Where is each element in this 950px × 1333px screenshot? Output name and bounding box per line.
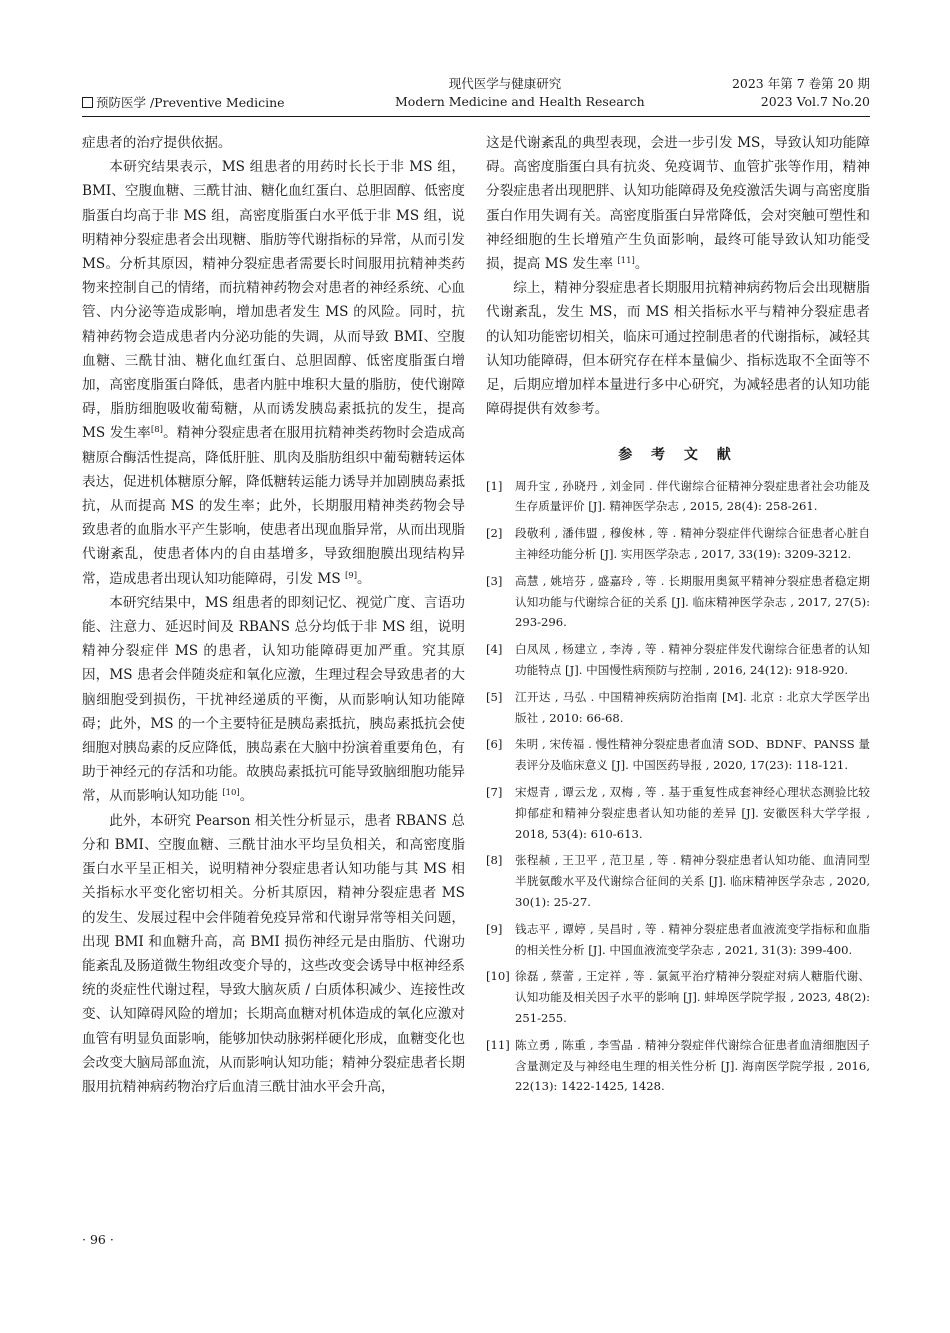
citation[interactable]: [9]	[344, 570, 358, 581]
journal-title-cn: 现代医学与健康研究	[448, 76, 562, 91]
citation[interactable]: [8]	[150, 425, 163, 436]
checkbox-square-icon	[82, 97, 93, 108]
reference-item: [6] 朱明 , 宋传福 . 慢性精神分裂症患者血清 SOD、BDNF、PANSS 量表评分及临床意义 [J]. 中国医药导报 , 2020, 17(23): 118-121.	[486, 737, 870, 773]
reference-item: [9] 钱志平 , 谭婷 , 吴昌时 , 等 . 精神分裂症患者血液流变学指标和血脂的相关性分析 [J]. 中国血液流变学杂志 , 2021, 31(3): 399-400.	[486, 921, 870, 957]
page-number: · 96 ·	[82, 1232, 114, 1247]
issue-en: 2023 Vol.7 No.20	[760, 94, 870, 109]
paragraph: 症患者的治疗提供依据。	[82, 135, 232, 151]
issue-info	[700, 76, 870, 110]
paragraph: 此外，本研究 Pearson 相关性分析显示，患者 RBANS 总分和 BMI、空腹血糖、三酰甘油水平均呈负相关，和高密度脂蛋白水平呈正相关，说明精神分裂症患者认知功能与其 MS 相关指标水平变化密切相关。分析其原因，精神分裂症患者 MS 的发生、发展过程中会伴随着免疫异常和代谢异常等相关问题，出现 BMI 和血糖升高，高 BMI 损伤神经元是由脂肪、代谢功能紊乱及肠道微生物组改变介导的，这些改变会诱导中枢神经系统的炎症性代谢过程，导致大脑灰质 / 白质体积减少、连接性改变、认知障碍风险的增加；长期高血糖对机体造成的氧化应激对血管有明显负面影响，能够加快动脉粥样硬化形成，血糖变化也会改变大脑局部血流，从而影响认知功能；精神分裂症患者长期服用抗精神病药物治疗后血清三酰甘油水平会升高，	[82, 812, 465, 1095]
paragraph: 这是代谢紊乱的典型表现，会进一步引发 MS，导致认知功能障碍。高密度脂蛋白具有抗炎、免疫调节、血管扩张等作用，精神分裂症患者出现肥胖、认知功能障碍及免疫激活失调与高密度脂蛋白作用失调有关。高密度脂蛋白异常降低，会对突触可塑性和神经细胞的生长增殖产生负面影响，最终可能导致认知功能受损，提高 MS 发生率 [11]。	[486, 135, 870, 273]
paragraph: 本研究结果中，MS 组患者的即刻记忆、视觉广度、言语功能、注意力、延迟时间及 RBANS 总分均低于非 MS 组，说明精神分裂症伴 MS 的患者，认知功能障碍更加严重。究其原因，MS 患者会伴随炎症和氧化应激，生理过程会导致患者的大脑细胞受到损伤，干扰神经递质的平衡，从而影响认知功能障碍；此外，MS 的一个主要特征是胰岛素抵抗，胰岛素抵抗会使细胞对胰岛素的反应降低，胰岛素在大脑中扮演着重要角色，有助于神经元的存活和功能。故胰岛素抵抗可能导致脑细胞功能异常，从而影响认知功能 [10]。	[82, 594, 465, 805]
reference-item: [11] 陈立勇 , 陈重 , 李雪晶 . 精神分裂症伴代谢综合征患者血清细胞因子含量测定及与神经电生理的相关性分析 [J]. 海南医学院学报 , 2016, 22(13): 1422-1425, 1428.	[486, 1037, 870, 1094]
citation[interactable]: [10]	[222, 788, 240, 799]
reference-item: [1] 周升宝 , 孙晓丹 , 刘金同 . 伴代谢综合征精神分裂症患者社会功能及生存质量评价 [J]. 精神医学杂志 , 2015, 28(4): 258-261.	[486, 478, 870, 514]
reference-item: [4] 白凤凤 , 杨建立 , 李涛 , 等 . 精神分裂症伴发代谢综合征患者的认知功能特点 [J]. 中国慢性病预防与控制 , 2016, 24(12): 918-920.	[486, 642, 870, 678]
reference-item: [2] 段敬利 , 潘伟盟 , 穆俊林 , 等 . 精神分裂症伴代谢综合征患者心脏自主神经功能分析 [J]. 实用医学杂志 , 2017, 33(19): 3209-3212.	[486, 526, 870, 562]
journal-title	[395, 76, 645, 110]
issue-cn: 2023 年第 7 卷第 20 期	[731, 76, 870, 91]
reference-item: [3] 高慧 , 姚培芬 , 盛嘉玲 , 等 . 长期服用奥氮平精神分裂症患者稳定期认知功能与代谢综合征的关系 [J]. 临床精神医学杂志 , 2017, 27(5): 293-296.	[486, 573, 870, 630]
reference-item: [5] 江开达 , 马弘 . 中国精神疾病防治指南 [M]. 北京 : 北京大学医学出版社 , 2010: 66-68.	[486, 689, 870, 725]
left-column	[82, 131, 465, 1099]
journal-title-en: Modern Medicine and Health Research	[395, 94, 645, 109]
reference-item: [8] 张程赪 , 王卫平 , 范卫星 , 等 . 精神分裂症患者认知功能、血清同型半胱氨酸水平及代谢综合征间的关系 [J]. 临床精神医学杂志 , 2020, 30(1): 25-27.	[486, 853, 870, 909]
citation[interactable]: [11]	[617, 256, 635, 267]
right-column	[486, 131, 870, 1103]
paragraph: 综上，精神分裂症患者长期服用抗精神病药物后会出现糖脂代谢紊乱，发生 MS，而 MS 相关指标水平与精神分裂症患者的认知功能密切相关，临床可通过控制患者的代谢指标，减轻其认知功能障碍，但本研究存在样本量偏少、指标选取不全面等不足，后期应增加样本量进行多中心研究，为减轻患者的认知功能障碍提供有效参考。	[486, 280, 870, 418]
paragraph: 本研究结果表示，MS 组患者的用药时长长于非 MS 组，BMI、空腹血糖、三酰甘油、糖化血红蛋白、总胆固醇、低密度脂蛋白均高于非 MS 组，高密度脂蛋白水平低于非 MS 组，说明精神分裂症患者会出现糖、脂肪等代谢指标的异常，从而引发 MS。分析其原因，精神分裂症患者需要长时间服用抗精神类药物来控制自己的情绪，而抗精神药物会对患者的神经系统、心血管、内分泌等造成影响，增加患者发生 MS 的风险。同时，抗精神药物会造成患者内分泌功能的失调，从而导致 BMI、空腹血糖、三酰甘油、糖化血红蛋白、总胆固醇、低密度脂蛋白增加，高密度脂蛋白降低，患者内脏中堆积大量的脂肪，使代谢障碍，脂肪细胞吸收葡萄糖，从而诱发胰岛素抵抗的发生，提高 MS 发生率[8]。精神分裂症患者在服用抗精神类药物时会造成高糖原合酶活性提高，降低肝脏、肌肉及脂肪组织中葡萄糖转运体表达，促进机体糖原分解，降低糖转运能力诱导并加剧胰岛素抵抗，从而提高 MS 的发生率；此外，长期服用精神类药物会导致患者的血脂水平产生影响，使患者出现血脂异常，从而出现脂代谢紊乱，使患者体内的自由基增多，导致细胞膜出现结构异常，造成患者出现认知功能障碍，引发 MS [9]。	[82, 159, 465, 587]
header-divider	[82, 116, 870, 117]
references-heading: 参 考 文 献	[618, 447, 738, 464]
reference-item: [10] 徐磊 , 蔡蕾 , 王定祥 , 等 . 氯氮平治疗精神分裂症对病人糖脂代谢、认知功能及相关因子水平的影响 [J]. 蚌埠医学院学报 , 2023, 48(2): 251-255.	[486, 969, 870, 1025]
reference-list	[486, 476, 870, 1098]
section-label: 预防医学 /Preventive Medicine	[82, 95, 285, 111]
reference-item: [7] 宋煜青 , 谭云龙 , 双梅 , 等 . 基于重复性成套神经心理状态测验比较抑郁症和精神分裂症患者认知功能的差异 [J]. 安徽医科大学学报 , 2018, 53(4): 610-613.	[486, 785, 870, 841]
